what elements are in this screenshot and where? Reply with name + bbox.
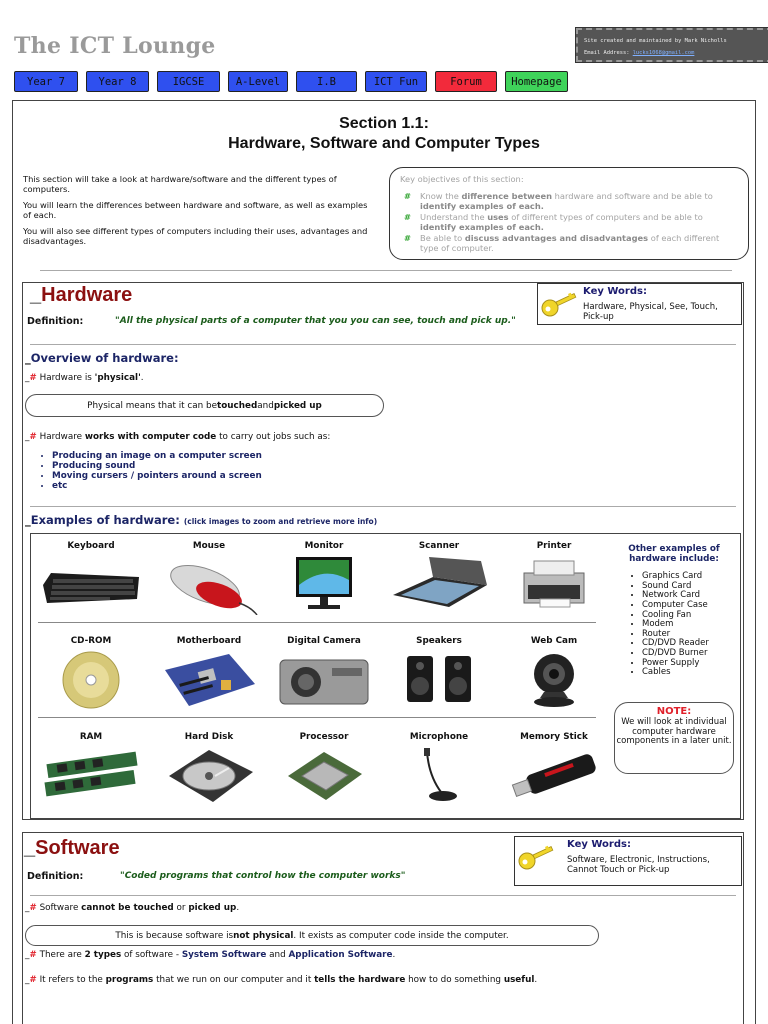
hardware-example-scanner[interactable]: Scanner bbox=[383, 533, 495, 628]
overview-heading: _Overview of hardware: bbox=[25, 351, 179, 365]
hardware-example-cd-rom[interactable]: CD-ROM bbox=[35, 628, 147, 723]
physical-info-pill: Physical means that it can be touched and picked up bbox=[25, 394, 384, 417]
camera-icon[interactable] bbox=[274, 650, 374, 710]
nav-tab-igcse[interactable]: IGCSE bbox=[157, 71, 220, 92]
divider bbox=[30, 895, 736, 896]
main-nav bbox=[14, 71, 576, 92]
speakers-icon[interactable] bbox=[389, 650, 489, 710]
scanner-icon[interactable] bbox=[389, 555, 489, 615]
intro-paragraph: This section will take a look at hardware/software and the different types of computers. bbox=[23, 174, 337, 194]
intro-paragraph: You will also see different types of computers including their uses, advantages and disadvantages. bbox=[23, 226, 368, 246]
monitor-icon[interactable] bbox=[274, 555, 374, 615]
hardware-example-ram[interactable]: RAM bbox=[35, 724, 147, 819]
hardware-example-memory-stick[interactable]: Memory Stick bbox=[498, 724, 610, 819]
software-point-programs: _# It refers to the programs that we run on our computer and it tells the hardware how to do something useful. bbox=[25, 975, 538, 985]
page-title bbox=[0, 114, 768, 154]
key-words-list: Hardware, Physical, See, Touch, Pick-up bbox=[583, 302, 718, 322]
processor-icon[interactable] bbox=[274, 746, 374, 806]
software-definition: "Coded programs that control how the computer works" bbox=[120, 871, 406, 881]
divider bbox=[30, 344, 736, 345]
hardware-example-mouse[interactable]: Mouse bbox=[153, 533, 265, 628]
objectives-box bbox=[389, 167, 749, 260]
hardware-jobs-list bbox=[40, 451, 262, 491]
list-item: • Producing sound bbox=[52, 461, 262, 471]
nav-tab-homepage[interactable]: Homepage bbox=[505, 71, 568, 92]
section-heading: Hardware, Software and Computer Types bbox=[228, 135, 540, 152]
hardware-example-motherboard[interactable]: Motherboard bbox=[153, 628, 265, 723]
hardware-example-speakers[interactable]: Speakers bbox=[383, 628, 495, 723]
objective-item: # Understand the uses of different types of computers and be able to identify examples of each. bbox=[400, 212, 738, 232]
keyboard-icon[interactable] bbox=[41, 555, 141, 615]
note-text: We will look at individual computer hardware components in a later unit. bbox=[616, 717, 732, 747]
list-item: • etc bbox=[52, 481, 262, 491]
site-title[interactable]: The ICT Lounge bbox=[14, 33, 216, 59]
list-item: • Modem bbox=[642, 620, 734, 630]
nav-tab-ict-fun[interactable]: ICT Fun bbox=[365, 71, 427, 92]
hardware-example-hard-disk[interactable]: Hard Disk bbox=[153, 724, 265, 819]
list-item: • Cooling Fan bbox=[642, 611, 734, 621]
software-point-touch: _# Software cannot be touched or picked up. bbox=[25, 903, 240, 913]
nav-tab-a-level[interactable]: A-Level bbox=[228, 71, 288, 92]
divider bbox=[30, 506, 736, 507]
list-item: • Router bbox=[642, 630, 734, 640]
hardware-key-words-box bbox=[537, 283, 742, 325]
credit-email-label: Email Address: bbox=[584, 50, 630, 56]
cd-icon[interactable] bbox=[41, 650, 141, 710]
nav-tab-year8[interactable]: Year 8 bbox=[86, 71, 149, 92]
key-words-title: Key Words: bbox=[583, 286, 647, 297]
objective-item: # Know the difference between hardware and software and be able to identify examples of each. bbox=[400, 191, 738, 211]
key-words-title: Key Words: bbox=[567, 839, 631, 850]
note-title: NOTE: bbox=[656, 706, 692, 717]
intro-text bbox=[23, 174, 368, 252]
section-number: Section 1.1: bbox=[339, 115, 429, 132]
nav-tab-year7[interactable]: Year 7 bbox=[14, 71, 78, 92]
list-item: • Power Supply bbox=[642, 659, 734, 669]
nav-tab-forum[interactable]: Forum bbox=[435, 71, 497, 92]
hardware-heading: _Hardware bbox=[30, 284, 133, 306]
software-info-pill: This is because software is not physical . It exists as computer code inside the computer. bbox=[25, 925, 599, 946]
list-item: • Graphics Card bbox=[642, 572, 734, 582]
credit-line: Site created and maintained by Mark Nicholls bbox=[584, 38, 727, 44]
memory-stick-icon[interactable] bbox=[504, 746, 604, 806]
printer-icon[interactable] bbox=[504, 555, 604, 615]
software-heading: _Software bbox=[24, 837, 120, 859]
objective-item: # Be able to discuss advantages and disadvantages of each different type of computer. bbox=[400, 233, 738, 253]
microphone-icon[interactable] bbox=[389, 746, 489, 806]
credit-box bbox=[576, 28, 768, 62]
hardware-example-processor[interactable]: Processor bbox=[268, 724, 380, 819]
ram-icon[interactable] bbox=[41, 746, 141, 806]
hardware-example-microphone[interactable]: Microphone bbox=[383, 724, 495, 819]
hardware-example-keyboard[interactable]: Keyboard bbox=[35, 533, 147, 628]
examples-heading: _Examples of hardware: (click images to zoom and retrieve more info) bbox=[25, 513, 378, 527]
other-examples-title: Other examples of hardware include: bbox=[628, 544, 720, 564]
key-words-list: Software, Electronic, Instructions, Cannot Touch or Pick-up bbox=[567, 855, 710, 875]
key-icon bbox=[517, 841, 557, 873]
hardware-definition: "All the physical parts of a computer that you you can see, touch and pick up." bbox=[115, 316, 516, 326]
hardware-example-printer[interactable]: Printer bbox=[498, 533, 610, 628]
credit-email-row bbox=[584, 47, 765, 59]
list-item: • Producing an image on a computer screen bbox=[52, 451, 262, 461]
hardware-example-web-cam[interactable]: Web Cam bbox=[498, 628, 610, 723]
hardware-example-monitor[interactable]: Monitor bbox=[268, 533, 380, 628]
webcam-icon[interactable] bbox=[504, 650, 604, 710]
hardware-example-digital-camera[interactable]: Digital Camera bbox=[268, 628, 380, 723]
list-item: • Network Card bbox=[642, 591, 734, 601]
mouse-icon[interactable] bbox=[159, 555, 259, 615]
list-item: • Sound Card bbox=[642, 582, 734, 592]
definition-label: Definition: bbox=[27, 871, 84, 882]
hard-disk-icon[interactable] bbox=[159, 746, 259, 806]
list-item: • Computer Case bbox=[642, 601, 734, 611]
list-item: • Cables bbox=[642, 668, 734, 678]
hardware-point-code: _# Hardware works with computer code to carry out jobs such as: bbox=[25, 432, 331, 442]
key-icon bbox=[540, 288, 580, 320]
intro-paragraph: You will learn the differences between hardware and software, as well as examples of each. bbox=[23, 200, 368, 220]
hardware-point-physical: _# Hardware is 'physical'. bbox=[25, 373, 144, 383]
credit-email-link[interactable]: lucks1068@gmail.com bbox=[632, 50, 695, 56]
objectives-title: Key objectives of this section: bbox=[400, 174, 524, 184]
software-key-words-box bbox=[514, 836, 742, 886]
definition-label: Definition: bbox=[27, 316, 84, 327]
other-examples bbox=[614, 545, 734, 678]
motherboard-icon[interactable] bbox=[159, 650, 259, 710]
divider bbox=[40, 270, 732, 271]
list-item: • Moving cursers / pointers around a screen bbox=[52, 471, 262, 481]
note-box bbox=[614, 702, 734, 774]
nav-tab-ib[interactable]: I.B bbox=[296, 71, 357, 92]
software-point-types: _# There are 2 types of software - System Software and Application Software. bbox=[25, 950, 396, 960]
list-item: • CD/DVD Reader bbox=[642, 639, 734, 649]
list-item: • CD/DVD Burner bbox=[642, 649, 734, 659]
